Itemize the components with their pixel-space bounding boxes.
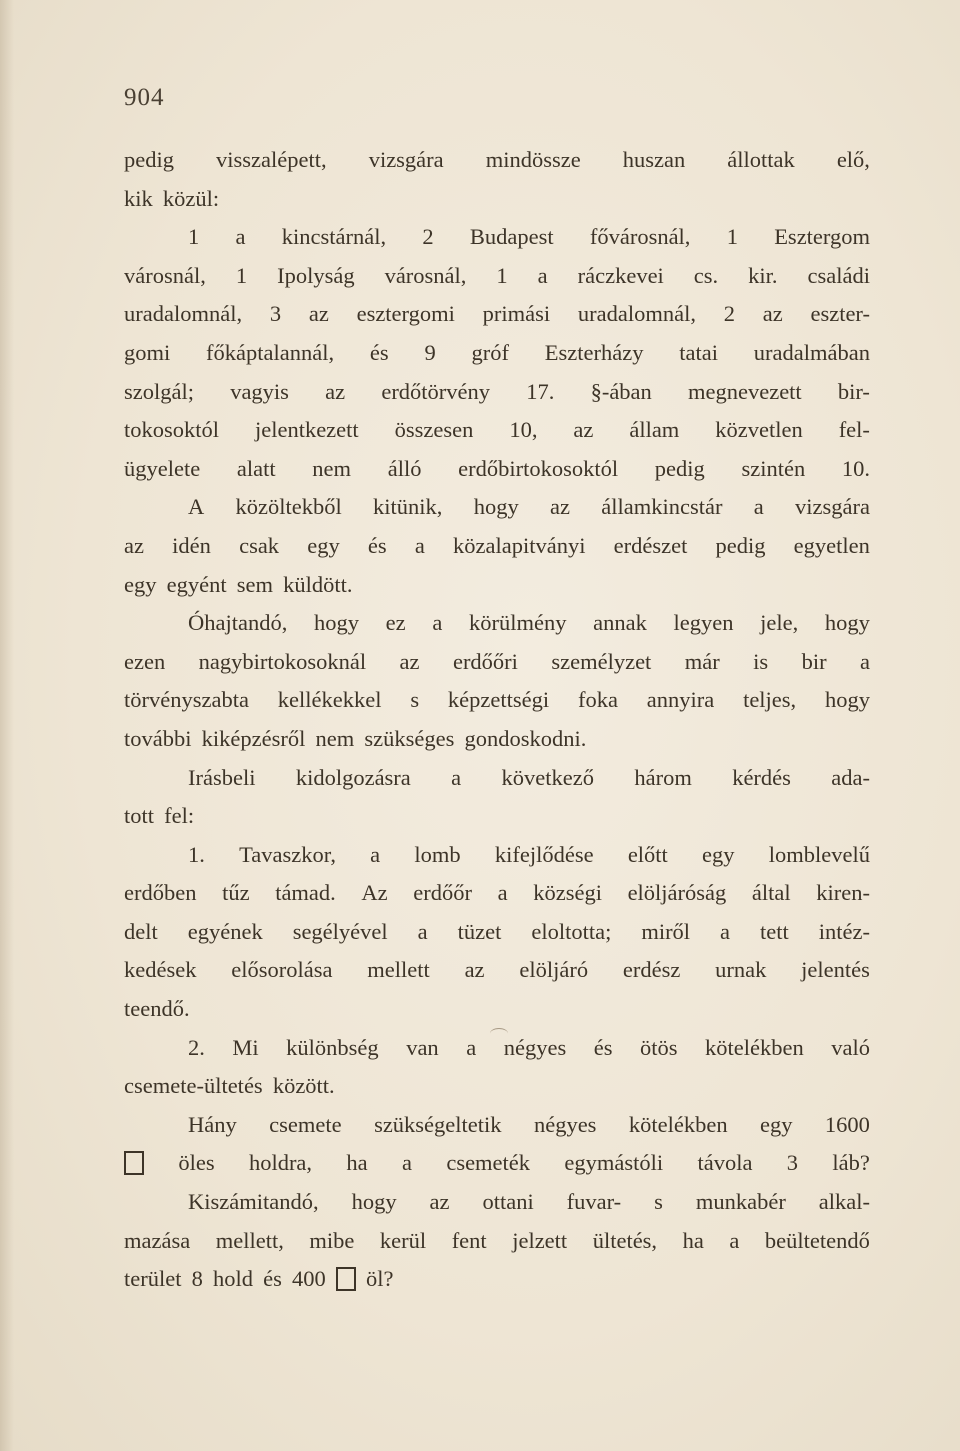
word: kedések: [124, 957, 197, 983]
word: ha: [682, 1227, 704, 1253]
word: van: [406, 1034, 439, 1060]
word: községi: [533, 880, 602, 906]
word: álló: [387, 455, 422, 481]
word: láb?: [832, 1150, 870, 1176]
word: beültetendő: [764, 1227, 870, 1253]
word: tett: [760, 918, 789, 944]
word: uradalmában: [753, 339, 870, 365]
word: kiképzésről: [201, 725, 306, 751]
text-line: [124, 411, 870, 450]
word: kérdés: [732, 764, 791, 790]
text-line: [124, 1222, 870, 1261]
word: 1: [496, 262, 508, 288]
word: következő: [501, 764, 594, 790]
text-line: [124, 759, 870, 798]
word: 1: [726, 224, 738, 250]
word: ez: [385, 610, 406, 636]
word: csemete: [269, 1111, 342, 1137]
text-line: [124, 295, 870, 334]
word: egy: [307, 532, 340, 558]
word: a: [401, 1150, 412, 1176]
word: erdőtörvény: [381, 378, 491, 404]
word: 2.: [188, 1034, 205, 1060]
square-symbol: [124, 1144, 144, 1183]
text-line: [124, 990, 870, 1029]
word: pedig: [715, 532, 766, 558]
text-line: [124, 334, 870, 373]
word: megnevezett: [688, 378, 802, 404]
word: eszter-: [810, 301, 870, 327]
word: különbség: [286, 1034, 379, 1060]
text-line: [124, 1183, 870, 1222]
word: fel:: [164, 803, 195, 829]
word: négyes: [503, 1034, 567, 1060]
text-line: [124, 450, 870, 489]
word: az: [399, 648, 420, 674]
text-line: [124, 604, 870, 643]
word: körülmény: [468, 610, 567, 636]
word: városnál,: [124, 262, 206, 288]
word: pedig: [654, 455, 705, 481]
word: terület: [124, 1266, 182, 1292]
word: gomi: [124, 339, 171, 365]
word: tokosoktól: [124, 417, 220, 443]
word: vizsgára: [795, 494, 870, 520]
word: vizsgára: [368, 147, 444, 172]
text-line: [124, 527, 870, 566]
word: a: [417, 918, 428, 944]
word: szolgál;: [124, 378, 194, 404]
word: közvetlen: [715, 417, 803, 443]
word: a: [235, 224, 246, 250]
word: erdészet: [613, 532, 688, 558]
word: hogy: [351, 1189, 397, 1215]
word: 400: [292, 1266, 326, 1292]
word: cs.: [693, 262, 719, 288]
text-line: [124, 681, 870, 720]
word: ötös: [639, 1034, 678, 1060]
word: delt: [124, 918, 158, 944]
word: jelentkezett: [254, 417, 359, 443]
word: elöljáróság: [627, 880, 727, 906]
word: által: [751, 880, 791, 906]
word: a: [414, 532, 425, 558]
text-line: [124, 373, 870, 412]
text-line: [124, 218, 870, 257]
word: és: [367, 532, 387, 558]
word: csemeték: [446, 1150, 531, 1176]
word: Hány: [188, 1111, 237, 1137]
word: mazása: [124, 1227, 191, 1253]
word: a: [537, 262, 548, 288]
word: bir: [801, 648, 827, 674]
word: egyének: [187, 918, 263, 944]
word: öles: [178, 1150, 215, 1176]
word: visszalépett,: [216, 147, 327, 172]
word: uradalomnál,: [124, 301, 243, 327]
word: tüzet: [457, 918, 502, 944]
word: a: [729, 1227, 740, 1253]
word: erdőőri: [452, 648, 518, 674]
word: pedig: [124, 147, 174, 172]
word: hogy: [825, 687, 870, 713]
word: ráczkevei: [577, 262, 664, 288]
word: urnak: [715, 957, 767, 983]
page-number: 904: [124, 84, 165, 111]
word: az: [308, 301, 329, 327]
word: s: [654, 1189, 663, 1215]
word: tott: [124, 803, 155, 829]
word: 1: [188, 224, 200, 250]
word: ada-: [831, 764, 870, 790]
word: s: [410, 687, 420, 713]
word: egymástóli: [564, 1150, 664, 1176]
word: és: [369, 339, 389, 365]
word: uradalomnál,: [577, 301, 696, 327]
word: távola: [697, 1150, 753, 1176]
word: erdőben: [124, 880, 197, 906]
word: vagyis: [230, 378, 289, 404]
text-line: [124, 797, 870, 836]
text-line: [124, 836, 870, 875]
word: ezen: [124, 648, 166, 674]
word: a: [860, 648, 870, 674]
word: miről: [641, 918, 691, 944]
word: főkáptalannál,: [206, 339, 335, 365]
ink-mark: [490, 1028, 508, 1039]
body-text: [124, 141, 870, 1299]
text-line: [124, 141, 870, 180]
word: szükséges: [364, 725, 455, 751]
word: 3: [269, 301, 282, 327]
text-line: [124, 1067, 870, 1106]
word: kincstárnál,: [281, 224, 387, 250]
word: a: [497, 880, 508, 906]
word: egyetlen: [793, 532, 870, 558]
word: §-ában: [590, 378, 652, 404]
word: jelzett: [512, 1227, 568, 1253]
word: az: [762, 301, 783, 327]
word: Az: [361, 880, 388, 906]
word: közalapitványi: [453, 532, 586, 558]
word: 2: [723, 301, 735, 327]
word: Mi: [232, 1034, 259, 1060]
text-line: [124, 720, 870, 759]
word: szükségeltetik: [374, 1111, 502, 1137]
text-line: [124, 951, 870, 990]
text-line: [124, 913, 870, 952]
square-symbol: [336, 1260, 356, 1299]
word: 10,: [509, 417, 538, 443]
word: kir.: [748, 262, 778, 288]
word: a: [432, 610, 443, 636]
text-line: [124, 643, 870, 682]
word: képzettségi: [447, 687, 550, 713]
word: hogy: [314, 610, 360, 636]
word: Esztergom: [774, 224, 870, 250]
word: személyzet: [551, 648, 652, 674]
word: lomb: [414, 841, 461, 867]
word: Budapest: [469, 224, 554, 250]
word: csak: [239, 532, 280, 558]
word: Eszterházy: [544, 339, 644, 365]
word: már: [684, 648, 720, 674]
word: kötelékben: [705, 1034, 804, 1060]
word: mellett: [367, 957, 430, 983]
word: hold: [212, 1266, 253, 1292]
word: összesen: [394, 417, 474, 443]
text-line: [124, 566, 870, 605]
word: primási: [482, 301, 551, 327]
word: 1: [235, 262, 248, 288]
word: a: [753, 494, 764, 520]
word: gróf: [471, 339, 509, 365]
word: további: [124, 725, 192, 751]
text-line: [124, 1144, 870, 1183]
word: tatai: [679, 339, 718, 365]
word: jelentés: [801, 957, 870, 983]
word: jele,: [760, 610, 799, 636]
word: elöljáró: [519, 957, 589, 983]
word: 1600: [824, 1111, 870, 1137]
word: között.: [272, 1073, 335, 1099]
word: törvényszabta: [124, 687, 249, 713]
word: 8: [191, 1266, 203, 1292]
word: ottani: [482, 1189, 534, 1215]
word: idén: [172, 532, 211, 558]
word: az: [325, 378, 346, 404]
square-glyph: [336, 1267, 356, 1291]
word: tűz: [222, 880, 250, 906]
word: kötelékben: [628, 1111, 728, 1137]
word: bir-: [837, 378, 870, 404]
word: kerül: [379, 1227, 427, 1253]
word: az: [464, 957, 485, 983]
word: Tavaszkor,: [239, 841, 336, 867]
word: mellett,: [215, 1227, 284, 1253]
word: mibe: [309, 1227, 355, 1253]
word: ha: [346, 1150, 368, 1176]
word: nem: [315, 725, 355, 751]
word: szintén: [741, 455, 806, 481]
word: teendő.: [124, 996, 190, 1022]
word: a: [720, 918, 731, 944]
word: A: [188, 494, 205, 520]
word: teljes,: [743, 687, 797, 713]
word: kik: [124, 185, 153, 211]
word: három: [634, 764, 692, 790]
word: annak: [593, 610, 647, 636]
word: állam: [629, 417, 680, 443]
word: eloltotta;: [531, 918, 612, 944]
word: 9: [424, 339, 436, 365]
word: az: [573, 417, 594, 443]
word: közül:: [162, 185, 220, 211]
word: 1.: [188, 841, 205, 867]
word: 3: [786, 1150, 799, 1176]
word: egyént: [166, 571, 227, 597]
word: 17.: [526, 378, 555, 404]
word: állottak: [727, 147, 795, 172]
word: legyen: [673, 610, 734, 636]
word: egy: [760, 1111, 793, 1137]
word: kidolgozásra: [295, 764, 411, 790]
word: annyira: [646, 687, 715, 713]
word: nagybirtokosoknál: [198, 648, 367, 674]
word: egy: [124, 571, 157, 597]
word: Irásbeli: [188, 764, 256, 790]
word: közöltekből: [235, 494, 342, 520]
word: Ipolyság: [277, 262, 355, 288]
text-line: [124, 180, 870, 219]
text-line: [124, 1260, 870, 1299]
page-edge-shadow: [0, 0, 14, 1451]
word: négyes: [533, 1111, 597, 1137]
text-line: [124, 1106, 870, 1145]
word: az: [429, 1189, 450, 1215]
word: alatt: [236, 455, 276, 481]
word: 2: [422, 224, 434, 250]
word: nem: [312, 455, 352, 481]
word: mindössze: [485, 147, 581, 172]
word: fuvar-: [566, 1189, 622, 1215]
word: a: [466, 1034, 477, 1060]
word: erdőbirtokosoktól: [458, 455, 619, 481]
word: kifejlődése: [494, 841, 594, 867]
word: is: [753, 648, 769, 674]
word: ültetés,: [592, 1227, 658, 1253]
word: elősorolása: [231, 957, 333, 983]
word: való: [831, 1034, 870, 1060]
word: fent: [451, 1227, 487, 1253]
word: fővárosnál,: [589, 224, 691, 250]
word: öl?: [366, 1266, 394, 1292]
word: foka: [577, 687, 618, 713]
word: kitünik,: [373, 494, 443, 520]
word: egy: [702, 841, 735, 867]
word: erdész: [622, 957, 681, 983]
word: kiren-: [816, 880, 870, 906]
word: és: [593, 1034, 613, 1060]
text-line: [124, 488, 870, 527]
word: és: [263, 1266, 282, 1292]
word: alkal-: [818, 1189, 870, 1215]
word: az: [124, 532, 144, 558]
word: gondoskodni.: [464, 725, 587, 751]
word: Kiszámitandó,: [188, 1189, 319, 1215]
word: sem: [236, 571, 273, 597]
word: fel-: [838, 417, 870, 443]
word: intéz-: [818, 918, 870, 944]
text-line: [124, 257, 870, 296]
word: ügyelete: [124, 455, 201, 481]
word: csemete-ültetés: [124, 1073, 263, 1099]
word: hogy: [473, 494, 519, 520]
word: a: [451, 764, 462, 790]
square-glyph: [124, 1151, 144, 1175]
word: az: [550, 494, 570, 520]
word: államkincstár: [601, 494, 723, 520]
word: a: [370, 841, 381, 867]
text-line: [124, 874, 870, 913]
word: előtt: [627, 841, 668, 867]
word: lomblevelű: [768, 841, 870, 867]
word: esztergomi: [356, 301, 455, 327]
word: városnál,: [384, 262, 467, 288]
word: 10.: [841, 455, 870, 481]
word: segélyével: [292, 918, 388, 944]
word: holdra,: [248, 1150, 313, 1176]
word: küldött.: [283, 571, 353, 597]
word: munkabér: [695, 1189, 786, 1215]
word: hogy: [824, 610, 870, 636]
word: erdőőr: [413, 880, 472, 906]
word: huszan: [622, 147, 686, 172]
word: támad.: [275, 880, 336, 906]
word: elő,: [836, 147, 870, 172]
word: kellékekkel: [277, 687, 382, 713]
word: családi: [807, 262, 870, 288]
word: Óhajtandó,: [188, 610, 288, 636]
